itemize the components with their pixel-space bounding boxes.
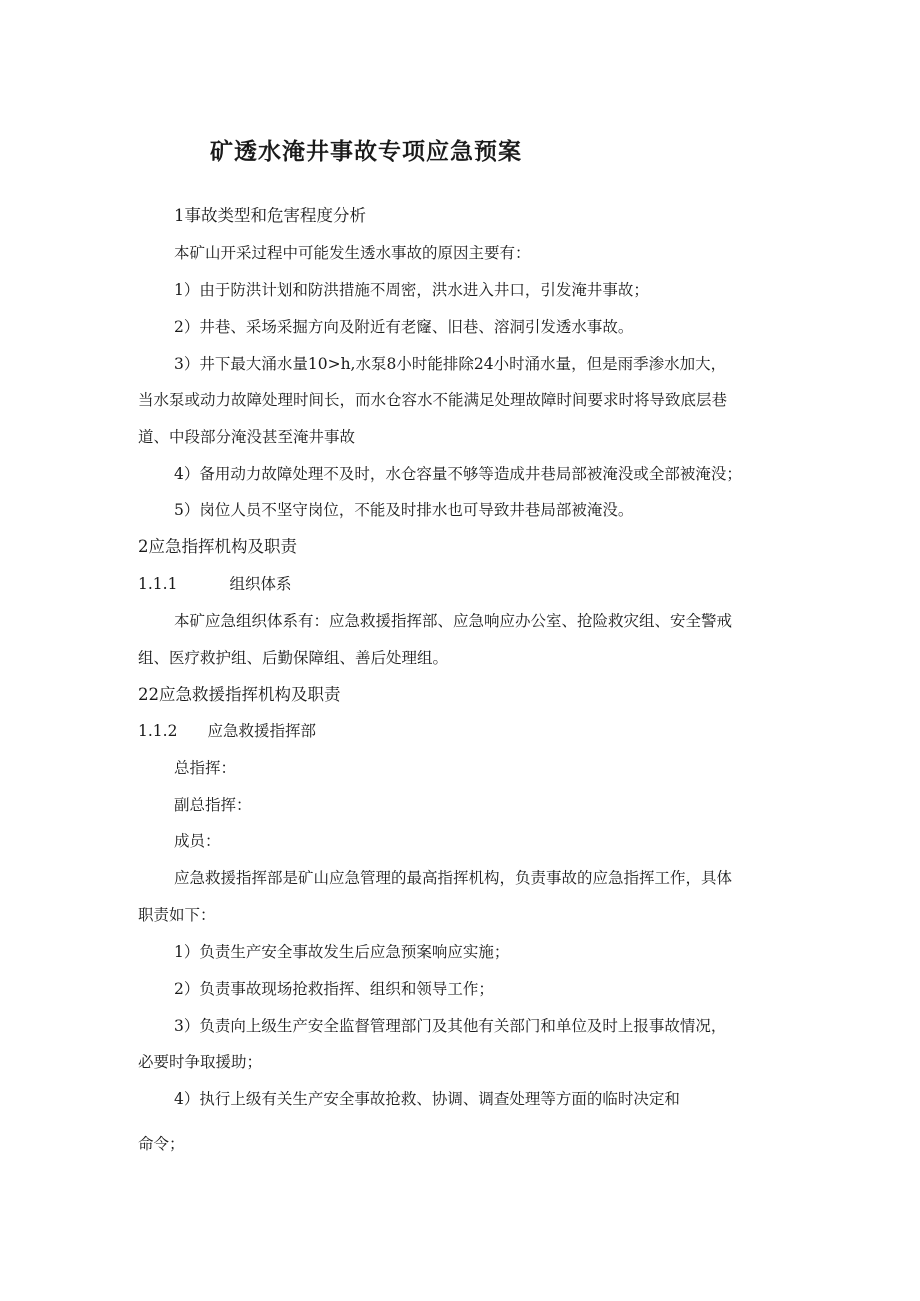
duty-3-line-2: 必要时争取援助； bbox=[138, 1053, 263, 1071]
vice-commander-line: 副总指挥： bbox=[174, 796, 252, 814]
org-system-line-2: 组、医疗救护组、后勤保障组、善后处理组。 bbox=[138, 649, 449, 667]
subsection-2-1-2 bbox=[138, 721, 316, 741]
duty-2: 2）负责事故现场抢救指挥、组织和领导工作； bbox=[174, 980, 494, 998]
subsection-title: 组织体系 bbox=[229, 575, 292, 593]
subsection-title: 应急救援指挥部 bbox=[207, 722, 316, 740]
hq-description-line-2: 职责如下： bbox=[138, 906, 216, 924]
section-2-2-heading: 22应急救援指挥机构及职责 bbox=[138, 685, 341, 704]
section-1-item-2: 2）井巷、采场采掘方向及附近有老窿、旧巷、溶洞引发透水事故。 bbox=[174, 318, 634, 336]
section-2-heading: 2应急指挥机构及职责 bbox=[138, 537, 297, 556]
subsection-number: 1.1.2 bbox=[138, 722, 178, 740]
duty-4-line-1: 4）执行上级有关生产安全事故抢救、协调、调查处理等方面的临时决定和 bbox=[174, 1090, 680, 1108]
duty-1: 1）负责生产安全事故发生后应急预案响应实施； bbox=[174, 943, 510, 961]
commander-line: 总指挥： bbox=[174, 759, 237, 777]
section-1-heading: 1事故类型和危害程度分析 bbox=[174, 206, 366, 225]
duty-3-line-1: 3）负责向上级生产安全监督管理部门及其他有关部门和单位及时上报事故情况， bbox=[174, 1017, 727, 1035]
section-1-intro: 本矿山开采过程中可能发生透水事故的原因主要有： bbox=[174, 244, 531, 262]
section-1-item-3-line-2: 当水泵或动力故障处理时间长，而水仓容水不能满足处理故障时间要求时将导致底层巷 bbox=[138, 391, 728, 409]
members-line: 成员： bbox=[174, 832, 221, 850]
subsection-2-1-1 bbox=[138, 574, 291, 594]
section-1-item-3-line-1: 3）井下最大涌水量10>h,水泵8小时能排除24小时涌水量，但是雨季渗水加大， bbox=[174, 355, 727, 373]
section-1-item-5: 5）岗位人员不坚守岗位，不能及时排水也可导致井巷局部被淹没。 bbox=[174, 501, 634, 519]
section-1-item-1: 1）由于防洪计划和防洪措施不周密，洪水进入井口，引发淹井事故； bbox=[174, 281, 649, 299]
duty-4-line-2: 命令； bbox=[138, 1135, 185, 1153]
org-system-line-1: 本矿应急组织体系有：应急救援指挥部、应急响应办公室、抢险救灾组、安全警戒 bbox=[174, 612, 733, 630]
section-1-item-3-line-3: 道、中段部分淹没甚至淹井事故 bbox=[138, 428, 356, 446]
document-title: 矿透水淹井事故专项应急预案 bbox=[210, 139, 522, 165]
hq-description-line-1: 应急救援指挥部是矿山应急管理的最高指挥机构，负责事故的应急指挥工作，具体 bbox=[174, 869, 733, 887]
subsection-number: 1.1.1 bbox=[138, 575, 178, 593]
section-1-item-4: 4）备用动力故障处理不及时，水仓容量不够等造成井巷局部被淹没或全部被淹没； bbox=[174, 465, 742, 483]
